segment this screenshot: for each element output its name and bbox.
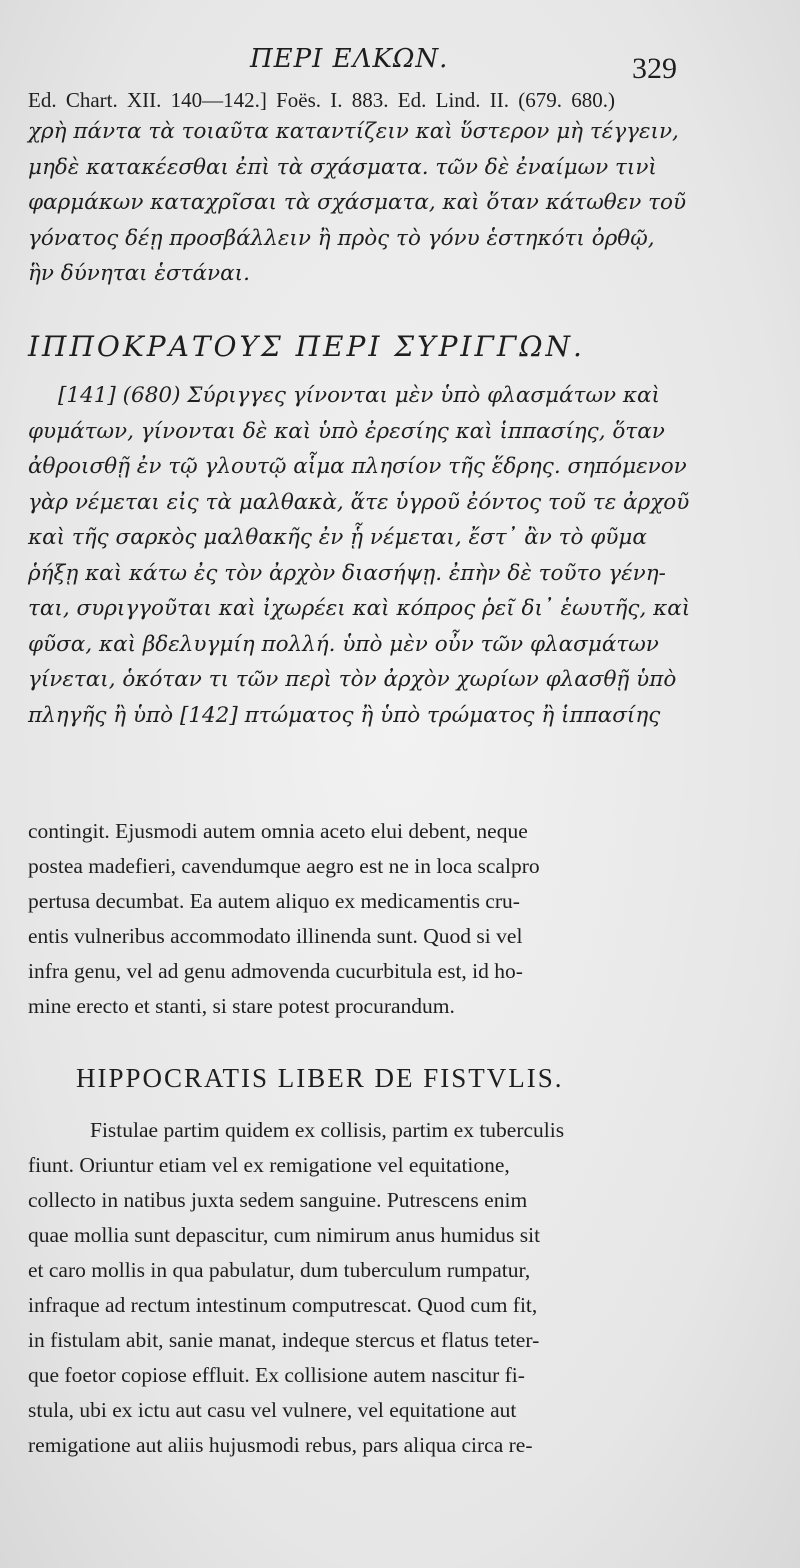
greek-line: φαρμάκων καταχρῖσαι τὰ σχάσματα, καὶ ὅταν κάτωθεν τοῦ — [28, 190, 687, 215]
latin-line: mine erecto et stanti, si stare potest procurandum. — [28, 994, 455, 1018]
greek-line: [141] (680) Σύριγγες γίνονται μὲν ὑπὸ φλασμάτων καὶ — [58, 383, 660, 408]
greek-line: μηδὲ κατακέεσθαι ἐπὶ τὰ σχάσματα. τῶν δὲ ἐναίμων τινὶ — [28, 154, 657, 180]
latin-line: fiunt. Oriuntur etiam vel ex remigatione vel equitatione, — [28, 1153, 510, 1177]
latin-line: infraque ad rectum intestinum computrescat. Quod cum fit, — [28, 1293, 538, 1317]
greek-line: φῦσα, καὶ βδελυγμίη πολλή. ὑπὸ μὲν οὖν τῶν φλασμάτων — [28, 631, 659, 657]
page-header — [0, 40, 800, 90]
latin-line: et caro mollis in qua pabulatur, dum tuberculum rumpatur, — [28, 1258, 531, 1282]
running-title: ΠΕΡΙ ΕΛΚΩΝ. — [250, 44, 449, 74]
edition-reference-line: Ed. Chart. XII. 140—142.] Foës. I. 883. Ed. Lind. II. (679. 680.) — [28, 88, 616, 112]
latin-line: stula, ubi ex ictu aut casu vel vulnere, vel equitatione aut — [28, 1398, 517, 1422]
greek-line: χρὴ πάντα τὰ τοιαῦτα καταντίζειν καὶ ὕστερον μὴ τέγγειν, — [28, 119, 679, 144]
greek-line: ἀθροισθῇ ἐν τῷ γλουτῷ αἷμα πλησίον τῆς ἕδρης. σηπόμενον — [28, 454, 687, 479]
latin-line: contingit. Ejusmodi autem omnia aceto elui debent, neque — [28, 819, 528, 843]
greek-line: ἣν δύνηται ἑστάναι. — [28, 261, 250, 286]
latin-text-body — [28, 1113, 718, 1463]
greek-line: φυμάτων, γίνονται δὲ καὶ ὑπὸ ἐρεσίης καὶ ἱππασίης, ὅταν — [28, 418, 665, 444]
greek-line: ται, συριγγοῦται καὶ ἰχωρέει καὶ κόπρος ῥεῖ δι᾽ ἑωυτῆς, καὶ — [28, 596, 691, 621]
greek-line: γίνεται, ὁκόταν τι τῶν περὶ τὸν ἀρχὸν χωρίων φλασθῇ ὑπὸ — [28, 667, 677, 692]
latin-section-heading: HIPPOCRATIS LIBER DE FISTVLIS. — [76, 1063, 564, 1093]
page-number: 329 — [632, 52, 677, 85]
latin-line: pertusa decumbat. Ea autem aliquo ex medicamentis cru- — [28, 889, 520, 913]
latin-line: entis vulneribus accommodato illinenda sunt. Quod si vel — [28, 924, 523, 948]
greek-line: γόνατος δέῃ προσβάλλειν ἢ πρὸς τὸ γόνυ ἑστηκότι ὀρθῷ, — [28, 225, 655, 251]
latin-line: que foetor copiose effluit. Ex collisione autem nascitur fi- — [28, 1363, 525, 1387]
latin-text-top — [28, 814, 718, 1024]
latin-line: in fistulam abit, sanie manat, indeque stercus et flatus teter- — [28, 1328, 540, 1352]
latin-line: Fistulae partim quidem ex collisis, partim ex tuberculis — [90, 1118, 565, 1142]
latin-line: quae mollia sunt depascitur, cum nimirum anus humidus sit — [28, 1223, 541, 1247]
latin-line: infra genu, vel ad genu admovenda cucurbitula est, id ho- — [28, 959, 523, 983]
latin-line: collecto in natibus juxta sedem sanguine. Putrescens enim — [28, 1188, 528, 1212]
latin-line: remigatione aut aliis hujusmodi rebus, pars aliqua circa re- — [28, 1433, 533, 1457]
greek-line: πληγῆς ἢ ὑπὸ [142] πτώματος ἢ ὑπὸ τρώματος ἢ ἱππασίης — [28, 702, 661, 728]
greek-text-body — [28, 378, 728, 733]
greek-text-top — [28, 114, 728, 292]
greek-line: καὶ τῆς σαρκὸς μαλθακῆς ἐν ᾗ νέμεται, ἔστ᾽ ἂν τὸ φῦμα — [28, 525, 647, 550]
greek-line: γὰρ νέμεται εἰς τὰ μαλθακὰ, ἅτε ὑγροῦ ἐόντος τοῦ τε ἀρχοῦ — [28, 489, 690, 515]
greek-section-heading: ΙΠΠΟΚΡΑΤΟΥΣ ΠΕΡΙ ΣΥΡΙΓΓΩΝ. — [28, 330, 585, 363]
greek-line: ῥήξῃ καὶ κάτω ἐς τὸν ἀρχὸν διασήψῃ. ἐπὴν δὲ τοῦτο γένη- — [28, 560, 666, 586]
latin-line: postea madefieri, cavendumque aegro est ne in loca scalpro — [28, 854, 540, 878]
